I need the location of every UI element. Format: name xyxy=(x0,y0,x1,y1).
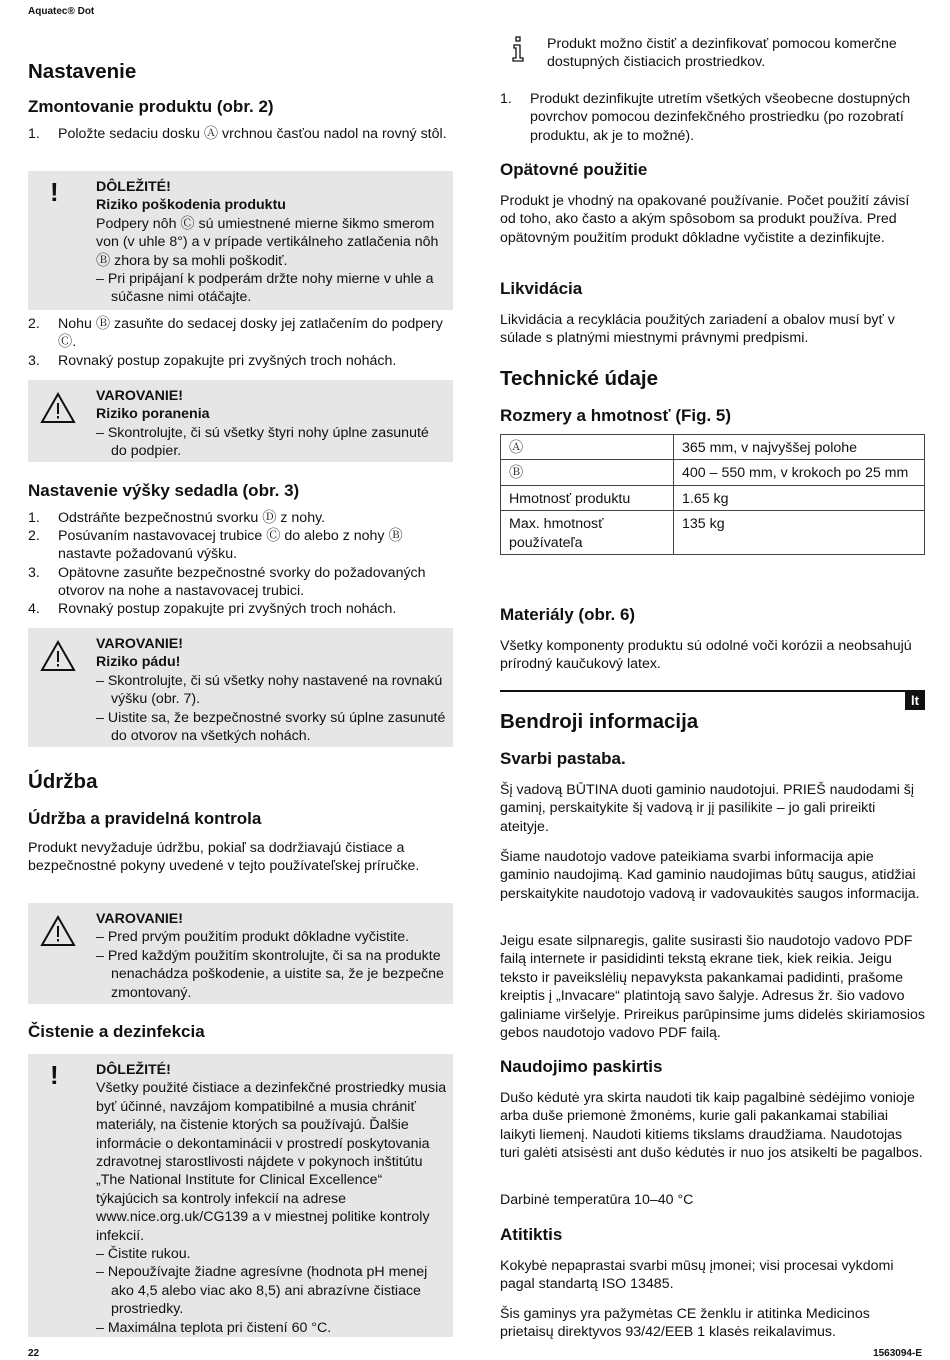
heading-udrzba-kontrola: Údržba a pravidelná kontrola xyxy=(28,809,262,828)
warning-triangle-icon xyxy=(40,915,76,947)
list-text: Odstráňte bezpečnostnú svorku Ⓓ z nohy. xyxy=(58,510,326,526)
page-number: 22 xyxy=(28,1348,40,1359)
paragraph: Šį vadovą BŪTINA duoti gaminio naudotojui. PRIEŠ naudodami šį gaminį, perskaitykite šį vadovą ir jį pasilikite – jo gali prireikti ateityje. xyxy=(500,782,915,835)
heading-rozmery: Rozmery a hmotnosť (Fig. 5) xyxy=(500,406,732,425)
paragraph: Produkt je vhodný na opakované používanie. Počet použití závisí od toho, ako často a akým spôsobom sa produkt používa. Pred opätovným použitím produkt dôkladne vyčistite a dezinfikujte. xyxy=(500,193,910,246)
heading-naudojimo-paskirtis: Naudojimo paskirtis xyxy=(500,1057,663,1076)
notice-subtitle: Riziko poškodenia produktu xyxy=(96,197,286,214)
warning-subtitle: Riziko pádu! xyxy=(96,654,181,671)
heading-nastavenie-vysky: Nastavenie výšky sedadla (obr. 3) xyxy=(28,481,300,500)
table-cell: Ⓑ xyxy=(501,460,674,485)
language-tab: lt xyxy=(905,692,925,710)
heading-bendroji-informacija: Bendroji informacija xyxy=(500,710,699,733)
list-number: 3. xyxy=(28,565,40,581)
list-item xyxy=(28,315,453,352)
paragraph: Šis gaminys yra pažymėtas CE ženklu ir atitinka Medicinos prietaisų direktyvos 93/42/EEB 1 klasės reikalavimus. xyxy=(500,1306,870,1341)
list-text: Produkt dezinfikujte utretím všetkých všeobecne dostupných povrchov pomocou dezinfekčného prostriedku (po rozobratí produktu, ak je to možné). xyxy=(530,91,911,144)
warning-bullet: – Uistite sa, že bezpečnostné svorky sú úplne zasunuté do otvorov na všetkých nohách. xyxy=(96,709,446,745)
list-text: Opätovne zasuňte bezpečnostné svorky do požadovaných otvorov na nohe a nastavovacej trubici. xyxy=(58,565,426,600)
paragraph: Dušo kėdutė yra skirta naudoti tik kaip pagalbinė sėdėjimo vonioje arba duše priemonė žmonėms, kurie gali pakankamai stabiliai laikyti liemenį. Naudoti kitiems tikslams draudžiama. Naudotojas turi galėti atsisėsti ant dušo kėdutės ir nuo jos atsikelti be pagalbos. xyxy=(500,1090,923,1162)
info-icon xyxy=(510,36,526,62)
heading-nastavenie: Nastavenie xyxy=(28,60,137,83)
notice-bullet: – Čistite rukou. xyxy=(96,1246,191,1263)
list-text: Položte sedaciu dosku Ⓐ vrchnou časťou nadol na rovný stôl. xyxy=(58,126,447,142)
list-number: 1. xyxy=(28,510,40,526)
heading-atitiktis: Atitiktis xyxy=(500,1225,563,1244)
heading-opatovne-pouzitie: Opätovné použitie xyxy=(500,160,648,179)
paragraph: Jeigu esate silpnaregis, galite susirasti šio naudotojo vadovo PDF failą internete ir pasididinti tekstą ekrane tiek, kiek reikia. Jeigu teksto ir paveikslėlių nepavyksta pakankamai padidinti, prašome kreiptis į „Invacare“ platintoją savo šalyje. Adresus žr. šio vadovo galiniame viršelyje. Prireikus parūpinsime jums didelės skiriamosios gebos naudotojo vadovo PDF failą. xyxy=(500,933,925,1042)
list-text: Posúvaním nastavovacej trubice Ⓒ do alebo z nohy Ⓑ nastavte požadovanú výšku. xyxy=(58,528,403,563)
warning-triangle-icon xyxy=(40,640,76,672)
info-text: Produkt možno čistiť a dezinfikovať pomocou komerčne dostupných čistiacich prostriedkov. xyxy=(547,36,897,71)
table-row xyxy=(501,435,925,460)
notice-bullet: – Pri pripájaní k podperám držte nohy mierne v uhle a súčasne nimi otáčajte. xyxy=(96,271,434,306)
warning-title: VAROVANIE! xyxy=(96,911,183,927)
important-notice xyxy=(28,1054,453,1337)
notice-bullet: – Nepoužívajte žiadne agresívne (hodnota pH menej ako 4,5 alebo viac ako 8,5) ani abrazívne čistiace prostriedky. xyxy=(96,1264,428,1318)
heading-materialy: Materiály (obr. 6) xyxy=(500,605,636,624)
list-text: Rovnaký postup zopakujte pri zvyšných troch nohách. xyxy=(58,353,397,369)
heading-technicke-udaje: Technické údaje xyxy=(500,367,658,390)
heading-zmontovanie: Zmontovanie produktu (obr. 2) xyxy=(28,97,274,116)
paragraph: Kokybė nepaprastai svarbi mūsų įmonei; visi procesai vykdomi pagal standartą ISO 13485. xyxy=(500,1258,894,1293)
table-row xyxy=(501,511,925,555)
table-row xyxy=(501,485,925,510)
paragraph: Všetky komponenty produktu sú odolné voči korózii a neobsahujú prírodný kaučukový latex. xyxy=(500,638,912,673)
heading-udrzba: Údržba xyxy=(28,770,98,793)
heading-cistenie: Čistenie a dezinfekcia xyxy=(28,1022,205,1041)
list-item xyxy=(500,90,925,145)
warning-bullet: – Skontrolujte, či sú všetky nohy nastavené na rovnakú výšku (obr. 7). xyxy=(96,672,443,708)
paragraph: Šiame naudotojo vadove pateikiama svarbi informacija apie gaminio naudojimą. Kad gaminio naudojimas būtų saugus, atidžiai perskaitykite naudotojo vadovą ir vadovaukitės saugos informacija. xyxy=(500,849,920,902)
list-item xyxy=(28,564,453,601)
heading-likvidacia: Likvidácia xyxy=(500,279,583,298)
list-number: 2. xyxy=(28,528,40,544)
important-notice xyxy=(28,171,453,310)
section-divider xyxy=(500,690,925,692)
list-text: Rovnaký postup zopakujte pri zvyšných troch nohách. xyxy=(58,601,397,617)
table-cell: 135 kg xyxy=(674,511,925,555)
heading-svarbi-pastaba: Svarbi pastaba. xyxy=(500,749,626,768)
exclamation-icon: ! xyxy=(50,177,59,207)
list-number: 1. xyxy=(28,126,40,142)
table-row xyxy=(501,460,925,485)
list-item xyxy=(28,509,453,527)
dimensions-table xyxy=(500,434,925,555)
warning-bullet: – Pred každým použitím skontrolujte, či sa na produkte nenachádza poškodenie, a uistite sa, že je bezpečne zmontovaný. xyxy=(96,947,444,1001)
warning-title: VAROVANIE! xyxy=(96,388,183,404)
warning-subtitle: Riziko poranenia xyxy=(96,406,210,423)
table-cell: Hmotnosť produktu xyxy=(501,485,674,510)
paragraph: Darbinė temperatūra 10–40 °C xyxy=(500,1192,694,1208)
table-cell: 400 – 550 mm, v krokoch po 25 mm xyxy=(674,460,925,485)
notice-title: DÔLEŽITÉ! xyxy=(96,179,171,195)
list-item xyxy=(28,125,453,143)
paragraph: Produkt nevyžaduje údržbu, pokiaľ sa dodržiavajú čistiace a bezpečnostné pokyny uvedené v tejto používateľskej príručke. xyxy=(28,840,420,875)
table-cell: Ⓐ xyxy=(501,435,674,460)
warning-title: VAROVANIE! xyxy=(96,636,183,652)
running-header: Aquatec® Dot xyxy=(28,6,95,17)
list-item xyxy=(28,527,453,564)
list-number: 4. xyxy=(28,601,40,617)
list-number: 2. xyxy=(28,316,40,332)
warning-bullet: – Pred prvým použitím produkt dôkladne vyčistite. xyxy=(96,929,410,946)
warning-triangle-icon xyxy=(40,392,76,424)
warning-bullet: – Skontrolujte, či sú všetky štyri nohy úplne zasunuté do podpier. xyxy=(96,424,429,460)
table-cell: 1.65 kg xyxy=(674,485,925,510)
exclamation-icon: ! xyxy=(50,1060,59,1090)
notice-text: Všetky použité čistiace a dezinfekčné prostriedky musia byť účinné, navzájom kompatibilné a musia chrániť materiály, na čistenie ktorých sa používajú. Ďalšie informácie o dekontaminácii v prostredí poskytovania zdravotnej starostlivosti nájdete v pokynoch inštitútu „The National Institute for Clinical Excellence“ týkajúcich sa kontroly infekcií na adrese www.nice.org.uk/CG139 a v miestnej politike kontroly infekcií. xyxy=(96,1080,447,1244)
paragraph: Likvidácia a recyklácia použitých zariadení a obalov musí byť v súlade s platnými miestnymi právnymi predpismi. xyxy=(500,312,895,347)
list-item xyxy=(28,352,453,370)
list-text: Nohu Ⓑ zasuňte do sedacej dosky jej zatlačením do podpery Ⓒ. xyxy=(58,316,443,351)
warning-notice xyxy=(28,380,453,462)
notice-bullet: – Maximálna teplota pri čistení 60 °C. xyxy=(96,1319,332,1336)
list-item xyxy=(28,600,453,618)
warning-notice xyxy=(28,903,453,1004)
table-cell: 365 mm, v najvyššej polohe xyxy=(674,435,925,460)
notice-title: DÔLEŽITÉ! xyxy=(96,1062,171,1078)
warning-notice xyxy=(28,628,453,747)
document-number: 1563094-E xyxy=(873,1348,922,1359)
table-cell: Max. hmotnosť používateľa xyxy=(501,511,674,555)
notice-text: Podpery nôh Ⓒ sú umiestnené mierne šikmo smerom von (v uhle 8°) a v prípade vertikálneho zatlačenia nôh Ⓑ zhora by sa mohli poškodiť. xyxy=(96,215,439,269)
list-number: 1. xyxy=(500,91,512,107)
list-number: 3. xyxy=(28,353,40,369)
